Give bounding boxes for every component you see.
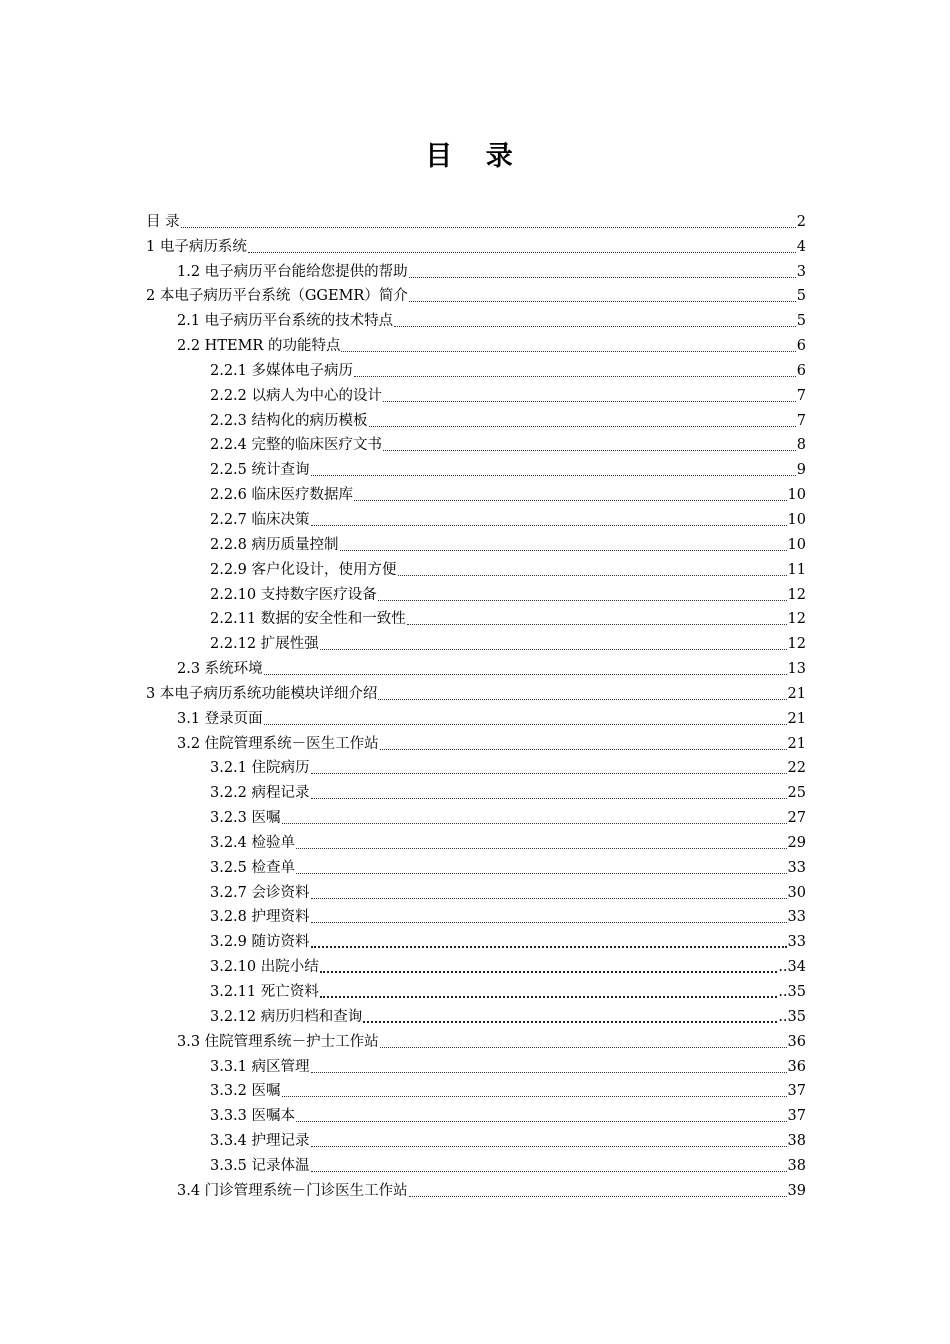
toc-entry-label: 3.2.12 病历归档和查询 <box>210 1008 363 1025</box>
toc-entry[interactable] <box>146 678 806 703</box>
toc-leader-dots <box>407 623 787 625</box>
toc-leader-dots <box>311 772 787 774</box>
toc-entry-page: 33 <box>787 934 806 951</box>
toc-entry-page: 12 <box>787 611 806 628</box>
toc-entry-page: 37 <box>787 1108 806 1125</box>
toc-entry[interactable] <box>146 1150 806 1175</box>
toc-entry-page: 21 <box>787 735 806 752</box>
toc-leader-dots <box>409 300 796 302</box>
toc-entry-label: 2.2.10 支持数字医疗设备 <box>210 586 377 603</box>
toc-entry[interactable] <box>146 281 806 306</box>
toc-leader-dots <box>311 921 787 923</box>
toc-entry-page: 2 <box>796 213 806 230</box>
toc-entry-label: 2.1 电子病历平台系统的技术特点 <box>177 313 394 330</box>
toc-entry[interactable] <box>146 951 806 976</box>
toc-leader-dots <box>383 400 796 402</box>
toc-entry-label: 3.2 住院管理系统－医生工作站 <box>177 735 379 752</box>
toc-leader-dots <box>296 847 787 849</box>
toc-leader-dots <box>311 524 787 526</box>
toc-entry-label: 2.2.4 完整的临床医疗文书 <box>210 437 383 454</box>
toc-entry[interactable] <box>146 728 806 753</box>
toc-leader-dots <box>380 1046 787 1048</box>
toc-leader-dots <box>341 350 795 352</box>
toc-entry[interactable] <box>146 1175 806 1200</box>
toc-entry-page: 6 <box>796 362 806 379</box>
toc-entry[interactable] <box>146 1125 806 1150</box>
toc-entry[interactable] <box>146 926 806 951</box>
toc-entry-page: 29 <box>787 834 806 851</box>
toc-entry-label: 3.1 登录页面 <box>177 710 263 727</box>
toc-entry-page: 10 <box>787 536 806 553</box>
toc-entry[interactable] <box>146 703 806 728</box>
toc-leader-dots <box>311 1145 787 1147</box>
toc-entry-label: 3.4 门诊管理系统－门诊医生工作站 <box>177 1182 408 1199</box>
toc-entry-page: 3 <box>796 263 806 280</box>
toc-entry-page: 30 <box>787 884 806 901</box>
toc-entry-page: 7 <box>796 412 806 429</box>
toc-leader-dots <box>383 449 796 451</box>
toc-entry-page: 6 <box>796 338 806 355</box>
toc-entry-label: 2.2.5 统计查询 <box>210 462 310 479</box>
toc-leader-dots <box>264 723 787 725</box>
toc-entry-page: 5 <box>796 313 806 330</box>
toc-entry[interactable] <box>146 206 806 231</box>
toc-leader-dots <box>394 325 796 327</box>
toc-leader-dots <box>409 1195 787 1197</box>
toc-entry-label: 3.3 住院管理系统－护士工作站 <box>177 1033 379 1050</box>
toc-entry-label: 1.2 电子病历平台能给您提供的帮助 <box>177 263 408 280</box>
toc-entry[interactable] <box>146 355 806 380</box>
toc-entry[interactable] <box>146 504 806 529</box>
toc-entry[interactable] <box>146 554 806 579</box>
toc-entry-page: 25 <box>787 785 806 802</box>
toc-entry-page: 38 <box>787 1157 806 1174</box>
toc-entry-label: 2 本电子病历平台系统（GGEMR）简介 <box>146 288 408 305</box>
toc-entry[interactable] <box>146 628 806 653</box>
toc-entry-label: 3.3.1 病区管理 <box>210 1058 310 1075</box>
toc-leader-dots <box>354 375 796 377</box>
toc-leader-dots <box>398 574 787 576</box>
toc-entry-page: 21 <box>787 685 806 702</box>
toc-leader-dots <box>320 995 778 998</box>
toc-entry-label: 3.3.5 记录体温 <box>210 1157 310 1174</box>
toc-entry-label: 3 本电子病历系统功能模块详细介绍 <box>146 685 378 702</box>
toc-entry-page: 9 <box>796 462 806 479</box>
toc-entry[interactable] <box>146 305 806 330</box>
toc-leader-dots <box>369 425 796 427</box>
toc-leader-dots <box>320 648 787 650</box>
toc-entry[interactable] <box>146 405 806 430</box>
toc-entry-label: 2.2.12 扩展性强 <box>210 636 319 653</box>
toc-entry[interactable] <box>146 802 806 827</box>
toc-entry[interactable] <box>146 529 806 554</box>
toc-entry[interactable] <box>146 827 806 852</box>
toc-leader-dots <box>380 748 787 750</box>
page-title: 目 录 <box>425 141 525 172</box>
toc-entry-page: 10 <box>787 511 806 528</box>
toc-entry-label: 3.2.4 检验单 <box>210 834 296 851</box>
toc-entry[interactable] <box>146 430 806 455</box>
toc-entry-page: ..35 <box>778 1008 806 1025</box>
toc-entry[interactable] <box>146 454 806 479</box>
toc-entry-label: 3.3.2 医嘱 <box>210 1083 281 1100</box>
toc-leader-dots <box>311 1170 787 1172</box>
toc-leader-dots <box>378 698 786 700</box>
toc-entry[interactable] <box>146 1100 806 1125</box>
toc-entry[interactable] <box>146 777 806 802</box>
toc-entry[interactable] <box>146 877 806 902</box>
toc-entry[interactable] <box>146 1051 806 1076</box>
toc-entry-page: 8 <box>796 437 806 454</box>
toc-entry-label: 2.2.8 病历质量控制 <box>210 536 339 553</box>
toc-leader-dots <box>311 897 787 899</box>
toc-leader-dots <box>296 872 787 874</box>
toc-entry-label: 2.2.1 多媒体电子病历 <box>210 362 354 379</box>
toc-entry-label: 2.2 HTEMR 的功能特点 <box>177 338 341 355</box>
toc-entry[interactable] <box>146 231 806 256</box>
toc-entry-label: 3.2.9 随访资料 <box>210 934 310 951</box>
toc-leader-dots <box>296 1120 787 1122</box>
toc-entry-page: ..34 <box>778 959 806 976</box>
toc-entry-label: 2.3 系统环境 <box>177 661 263 678</box>
toc-leader-dots <box>311 474 796 476</box>
toc-entry-label: 2.2.6 临床医疗数据库 <box>210 487 354 504</box>
toc-entry-label: 3.2.5 检查单 <box>210 859 296 876</box>
toc-entry-label: 目 录 <box>146 213 180 230</box>
toc-entry-page: 22 <box>787 760 806 777</box>
toc-entry-label: 3.2.3 医嘱 <box>210 810 281 827</box>
toc-entry-page: 5 <box>796 288 806 305</box>
toc-entry-page: 12 <box>787 636 806 653</box>
toc-entry[interactable] <box>146 256 806 281</box>
toc-entry[interactable] <box>146 380 806 405</box>
toc-entry-label: 3.2.2 病程记录 <box>210 785 310 802</box>
toc-entry[interactable] <box>146 902 806 927</box>
toc-entry-label: 3.3.4 护理记录 <box>210 1133 310 1150</box>
toc-leader-dots <box>248 251 796 253</box>
toc-entry-page: 38 <box>787 1133 806 1150</box>
toc-leader-dots <box>354 499 787 501</box>
toc-entry-label: 3.2.1 住院病历 <box>210 760 310 777</box>
toc-entry-page: 33 <box>787 909 806 926</box>
toc-entry[interactable] <box>146 330 806 355</box>
toc-entry[interactable] <box>146 579 806 604</box>
toc-leader-dots <box>340 549 787 551</box>
toc-entry-page: 27 <box>787 810 806 827</box>
toc-entry-label: 3.2.8 护理资料 <box>210 909 310 926</box>
toc-entry[interactable] <box>146 1076 806 1101</box>
toc-entry-page: 7 <box>796 387 806 404</box>
toc-leader-dots <box>311 1071 787 1073</box>
toc-leader-dots <box>409 276 796 278</box>
toc-entry[interactable] <box>146 1026 806 1051</box>
toc-entry-label: 3.2.10 出院小结 <box>210 959 319 976</box>
toc-entry-page: 33 <box>787 859 806 876</box>
toc-entry-label: 2.2.3 结构化的病历模板 <box>210 412 368 429</box>
table-of-contents <box>146 206 806 1200</box>
toc-entry-page: 36 <box>787 1033 806 1050</box>
toc-entry-page: 13 <box>787 661 806 678</box>
toc-entry-page: 21 <box>787 710 806 727</box>
toc-entry-label: 3.3.3 医嘱本 <box>210 1108 296 1125</box>
toc-entry-label: 3.2.11 死亡资料 <box>210 984 319 1000</box>
toc-entry-page: ..35 <box>778 984 806 1000</box>
toc-leader-dots <box>320 970 778 973</box>
toc-entry-page: 37 <box>787 1083 806 1100</box>
toc-entry-page: 11 <box>787 561 806 578</box>
toc-leader-dots <box>282 1095 787 1097</box>
toc-leader-dots <box>311 797 787 799</box>
toc-entry-label: 2.2.11 数据的安全性和一致性 <box>210 611 406 628</box>
toc-entry[interactable] <box>146 479 806 504</box>
toc-entry-page: 39 <box>787 1182 806 1199</box>
toc-entry-label: 3.2.7 会诊资料 <box>210 884 310 901</box>
toc-entry-page: 4 <box>796 238 806 255</box>
toc-entry[interactable] <box>146 976 806 1001</box>
toc-entry-label: 2.2.2 以病人为中心的设计 <box>210 387 383 404</box>
toc-leader-dots <box>181 226 796 228</box>
toc-entry[interactable] <box>146 753 806 778</box>
toc-leader-dots <box>378 599 787 601</box>
toc-entry[interactable] <box>146 1001 806 1026</box>
toc-leader-dots <box>264 673 787 675</box>
toc-entry-label: 2.2.7 临床决策 <box>210 511 310 528</box>
toc-entry[interactable] <box>146 852 806 877</box>
toc-entry[interactable] <box>146 653 806 678</box>
toc-entry-label: 1 电子病历系统 <box>146 238 247 255</box>
toc-entry-page: 10 <box>787 487 806 504</box>
toc-entry-page: 12 <box>787 586 806 603</box>
toc-leader-dots <box>363 1020 777 1023</box>
toc-leader-dots <box>282 822 787 824</box>
toc-entry-page: 36 <box>787 1058 806 1075</box>
toc-entry[interactable] <box>146 604 806 629</box>
toc-leader-dots <box>311 945 787 948</box>
toc-entry-label: 2.2.9 客户化设计，使用方便 <box>210 561 397 578</box>
